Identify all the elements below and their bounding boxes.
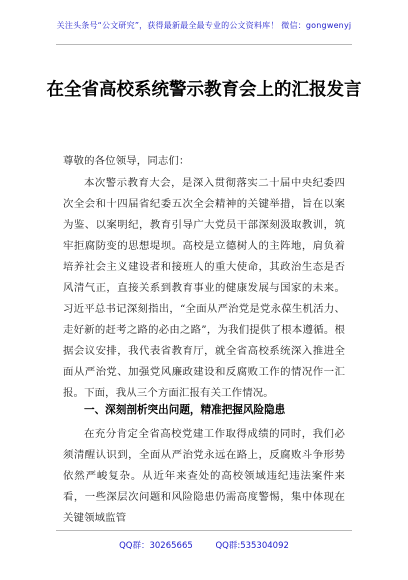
document-title: 在全省高校系统警示教育会上的汇报发言	[46, 80, 362, 100]
header-promo-note: 关注头条号“公文研究”，获得最新最全最专业的公文资料库！ 微信：gongwenyj	[56, 21, 352, 30]
greeting: 尊敬的各位领导，同志们：	[63, 155, 190, 167]
footer	[0, 539, 408, 551]
footer-qq-group-1: QQ群：30265665	[119, 541, 193, 551]
footer-qq-group-2: QQ群:535304092	[215, 541, 289, 551]
section-heading-1: 一、深刻剖析突出问题，精准把握风险隐患	[84, 404, 286, 416]
paragraph-intro: 本次警示教育大会，是深入贯彻落实二十届中央纪委四次全会和十四届省纪委五次全会精神的关键举措，旨在以案为鉴、以案明纪，教育引导广大党员干部深刻汲取教训，筑牢拒腐防变的思想堤坝。高校是立德树人的主阵地，肩负着培养社会主义建设者和接班人的重大使命，其政治生态是否风清气正，直接关系到教育事业的健康发展与国家的未来。习近平总书记深刻指出，“全面从严治党是党永葆生机活力、走好新的赶考之路的必由之路”，为我们提供了根本遵循。根据会议安排，我代表省教育厅，就全省高校系统深入推进全面从严治党、加强党风廉政建设和反腐败工作的情况作一汇报。下面，我从三个方面汇报有关工作情况。	[63, 177, 345, 399]
paragraph-section-1: 在充分肯定全省高校党建工作取得成绩的同时，我们必须清醒认识到，全面从严治党永远在路上，反腐败斗争形势依然严峻复杂。从近年来查处的高校领域违纪违法案件来看，一些深层次问题和风险隐患仍需高度警惕，集中体现在关键领域监管	[63, 428, 345, 524]
footer-divider	[56, 530, 352, 531]
header-divider	[56, 44, 352, 45]
